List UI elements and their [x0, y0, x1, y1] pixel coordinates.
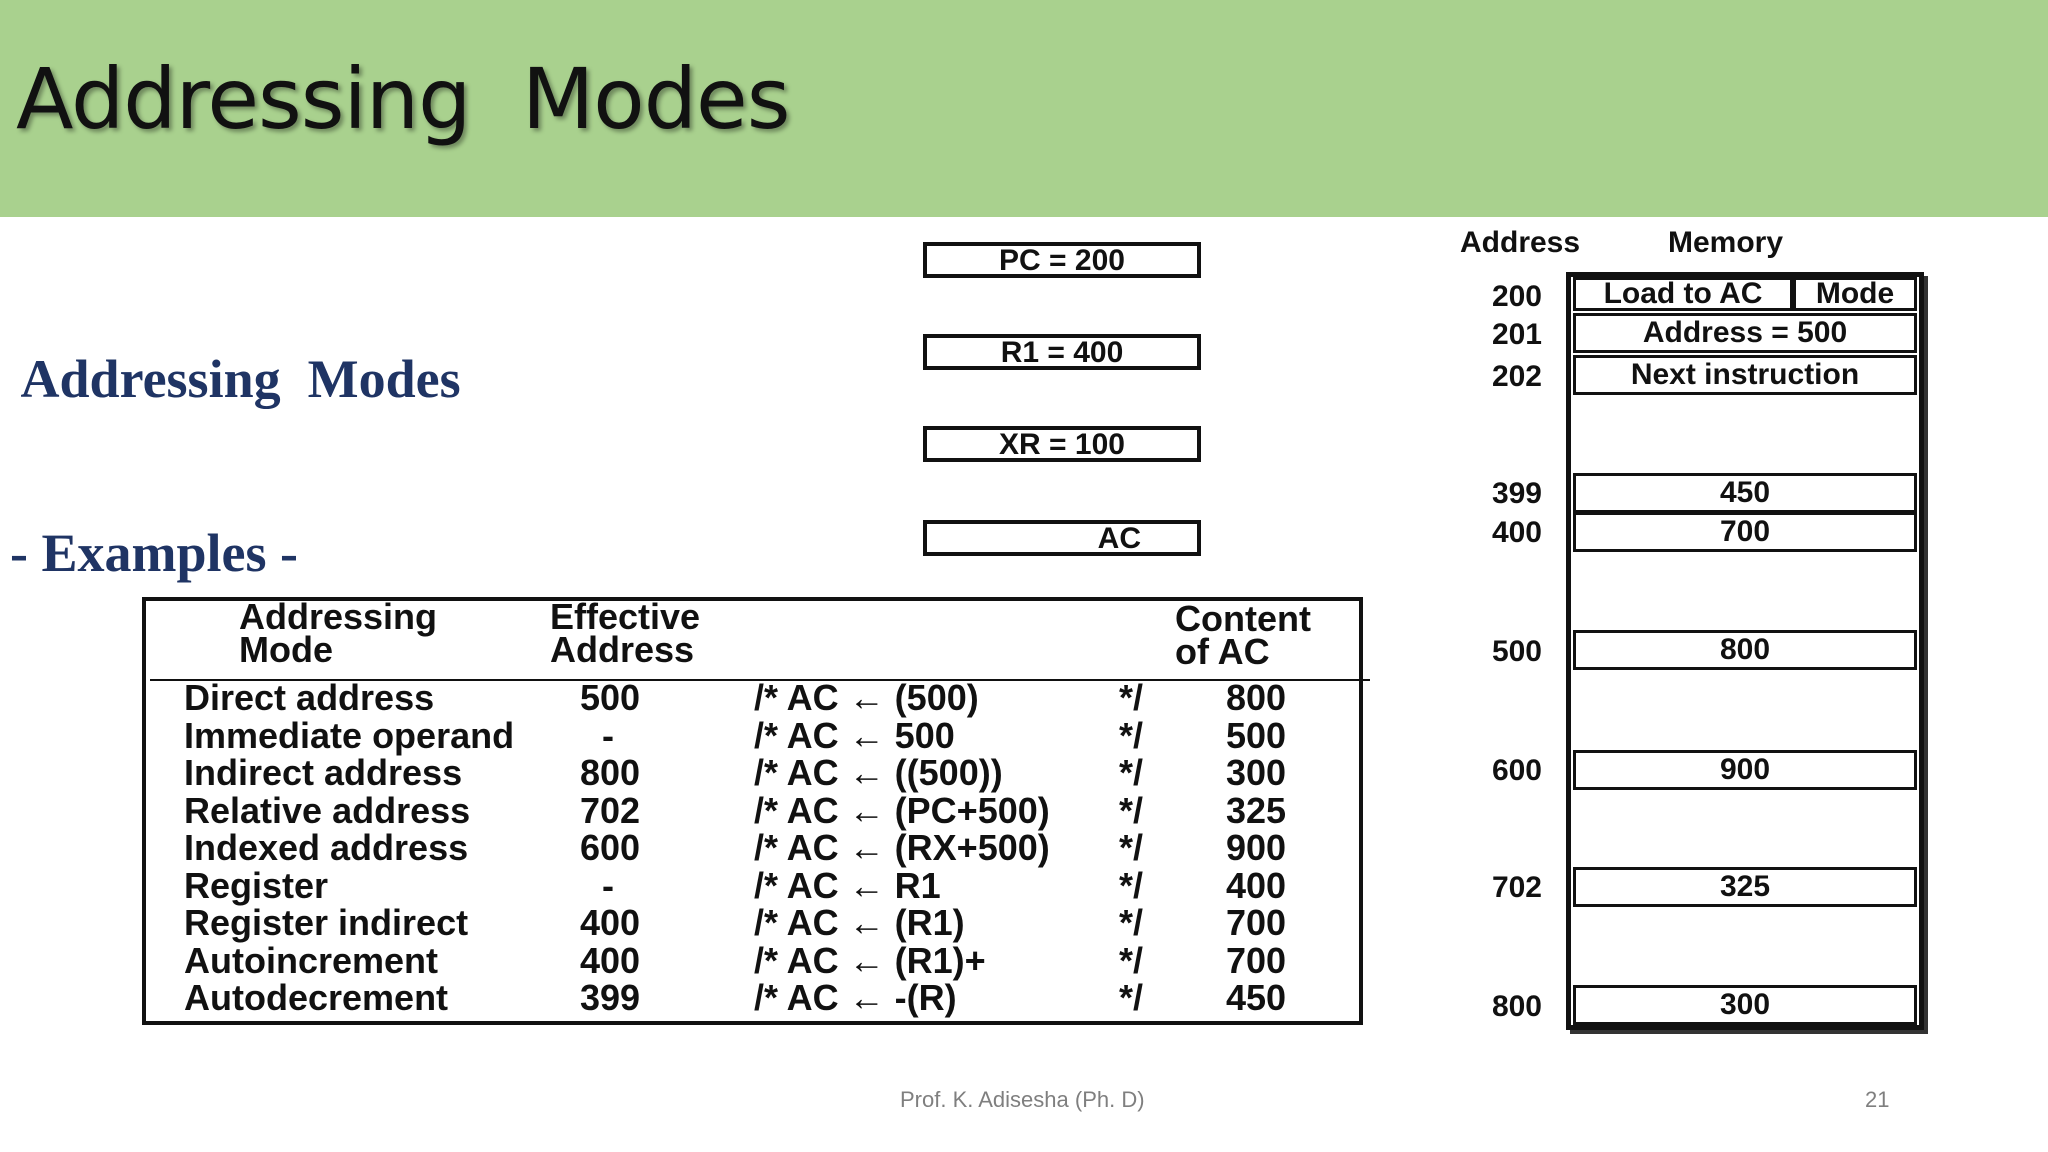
table-row [184, 715, 1344, 756]
cell-mode: Register indirect [184, 902, 469, 943]
cell-ea: 800 [580, 752, 641, 793]
table-row [184, 902, 1344, 943]
header-effective-address [550, 596, 701, 670]
memory-address: 800 [1491, 990, 1542, 1023]
header-line: Content [1175, 598, 1311, 639]
register-label: AC [1097, 522, 1141, 555]
cell-content: 700 [1226, 902, 1287, 943]
cell-op: /* AC ← (500) [754, 677, 979, 718]
memory-cell-201: Address = 500 [1573, 313, 1917, 353]
memory-cell-399: 450 [1573, 473, 1917, 513]
table-row [184, 677, 1344, 718]
cell-op: /* AC ← (R1) [754, 902, 965, 943]
memory-cell-600: 900 [1573, 750, 1917, 790]
memory-cell-mode: Mode [1793, 277, 1917, 311]
register-ac [923, 520, 1201, 556]
table-row [184, 752, 1344, 793]
cell-ea: 500 [580, 677, 641, 718]
cell-ea: 400 [580, 902, 641, 943]
cell-end: */ [1119, 902, 1144, 943]
register-label: R1 = 400 [1000, 336, 1124, 369]
footer-author: Prof. K. Adisesha (Ph. D) [900, 1087, 1145, 1112]
cell-content: 325 [1226, 790, 1287, 831]
subtitle-line-1: Addressing Modes [10, 349, 461, 409]
memory-address: 201 [1491, 318, 1542, 351]
cell-content: 500 [1226, 715, 1287, 756]
memory-address: 600 [1491, 754, 1542, 787]
memory-address: 400 [1491, 516, 1542, 549]
memory-cell-200 [1573, 277, 1917, 311]
memory-cell-500: 800 [1573, 630, 1917, 670]
cell-content: 300 [1226, 752, 1287, 793]
register-r1 [923, 334, 1201, 370]
header-line: Addressing [239, 596, 438, 637]
cell-end: */ [1119, 752, 1144, 793]
memory-content-header: Memory [1668, 226, 1784, 259]
table-row [184, 827, 1344, 868]
table-row [184, 940, 1344, 981]
cell-ea: 702 [580, 790, 641, 831]
cell-content: 700 [1226, 940, 1287, 981]
cell-mode: Autodecrement [184, 977, 449, 1018]
cell-mode: Register [184, 865, 329, 906]
cell-op: /* AC ← 500 [754, 715, 955, 756]
memory-address: 399 [1491, 477, 1542, 510]
cell-mode: Relative address [184, 790, 471, 831]
cell-content: 800 [1226, 677, 1287, 718]
cell-end: */ [1119, 827, 1144, 868]
cell-content: 400 [1226, 865, 1287, 906]
memory-address: 202 [1491, 360, 1542, 393]
cell-end: */ [1119, 790, 1144, 831]
cell-end: */ [1119, 715, 1144, 756]
cell-mode: Autoincrement [184, 940, 439, 981]
cell-ea: 399 [580, 977, 641, 1018]
cell-op: /* AC ← (PC+500) [754, 790, 1050, 831]
table-row [184, 790, 1344, 831]
table-row [184, 865, 1344, 906]
header-line: Effective [550, 596, 701, 637]
cell-end: */ [1119, 865, 1144, 906]
cell-mode: Immediate operand [184, 715, 515, 756]
cell-end: */ [1119, 977, 1144, 1018]
cell-ea: 600 [580, 827, 641, 868]
subtitle [10, 234, 461, 640]
memory-address: 200 [1491, 280, 1542, 313]
header-line: Mode [239, 629, 333, 670]
header-addressing-mode [239, 596, 438, 670]
cell-mode: Indirect address [184, 752, 463, 793]
cell-op: /* AC ← ((500)) [754, 752, 1003, 793]
register-xr [923, 426, 1201, 462]
cell-op: /* AC ← -(R) [754, 977, 957, 1018]
memory-address-header: Address [1460, 226, 1581, 259]
memory-address: 500 [1491, 635, 1542, 668]
slide-title: Addressing Modes [16, 50, 790, 148]
memory-cell-800: 300 [1573, 985, 1917, 1025]
memory-cell-400: 700 [1573, 512, 1917, 552]
cell-op: /* AC ← (RX+500) [754, 827, 1050, 868]
cell-end: */ [1119, 940, 1144, 981]
header-content-of-ac [1175, 598, 1311, 672]
cell-ea: - [602, 865, 614, 906]
memory-address: 702 [1491, 871, 1542, 904]
table-row [184, 977, 1344, 1018]
cell-mode: Indexed address [184, 827, 469, 868]
register-label: XR = 100 [999, 428, 1125, 461]
header-line: of AC [1175, 631, 1270, 672]
cell-op: /* AC ← R1 [754, 865, 941, 906]
cell-ea: 400 [580, 940, 641, 981]
subtitle-line-2: - Examples - [10, 523, 298, 583]
cell-end: */ [1119, 677, 1144, 718]
memory-cell-702: 325 [1573, 867, 1917, 907]
page-number: 21 [1865, 1087, 1890, 1112]
cell-content: 900 [1226, 827, 1287, 868]
cell-mode: Direct address [184, 677, 435, 718]
register-pc [923, 242, 1201, 278]
cell-op: /* AC ← (R1)+ [754, 940, 986, 981]
memory-cell-202: Next instruction [1573, 355, 1917, 395]
header-line: Address [550, 629, 695, 670]
memory-cell-opcode: Load to AC [1573, 277, 1793, 311]
register-label: PC = 200 [999, 244, 1125, 277]
cell-ea: - [602, 715, 614, 756]
cell-content: 450 [1226, 977, 1287, 1018]
